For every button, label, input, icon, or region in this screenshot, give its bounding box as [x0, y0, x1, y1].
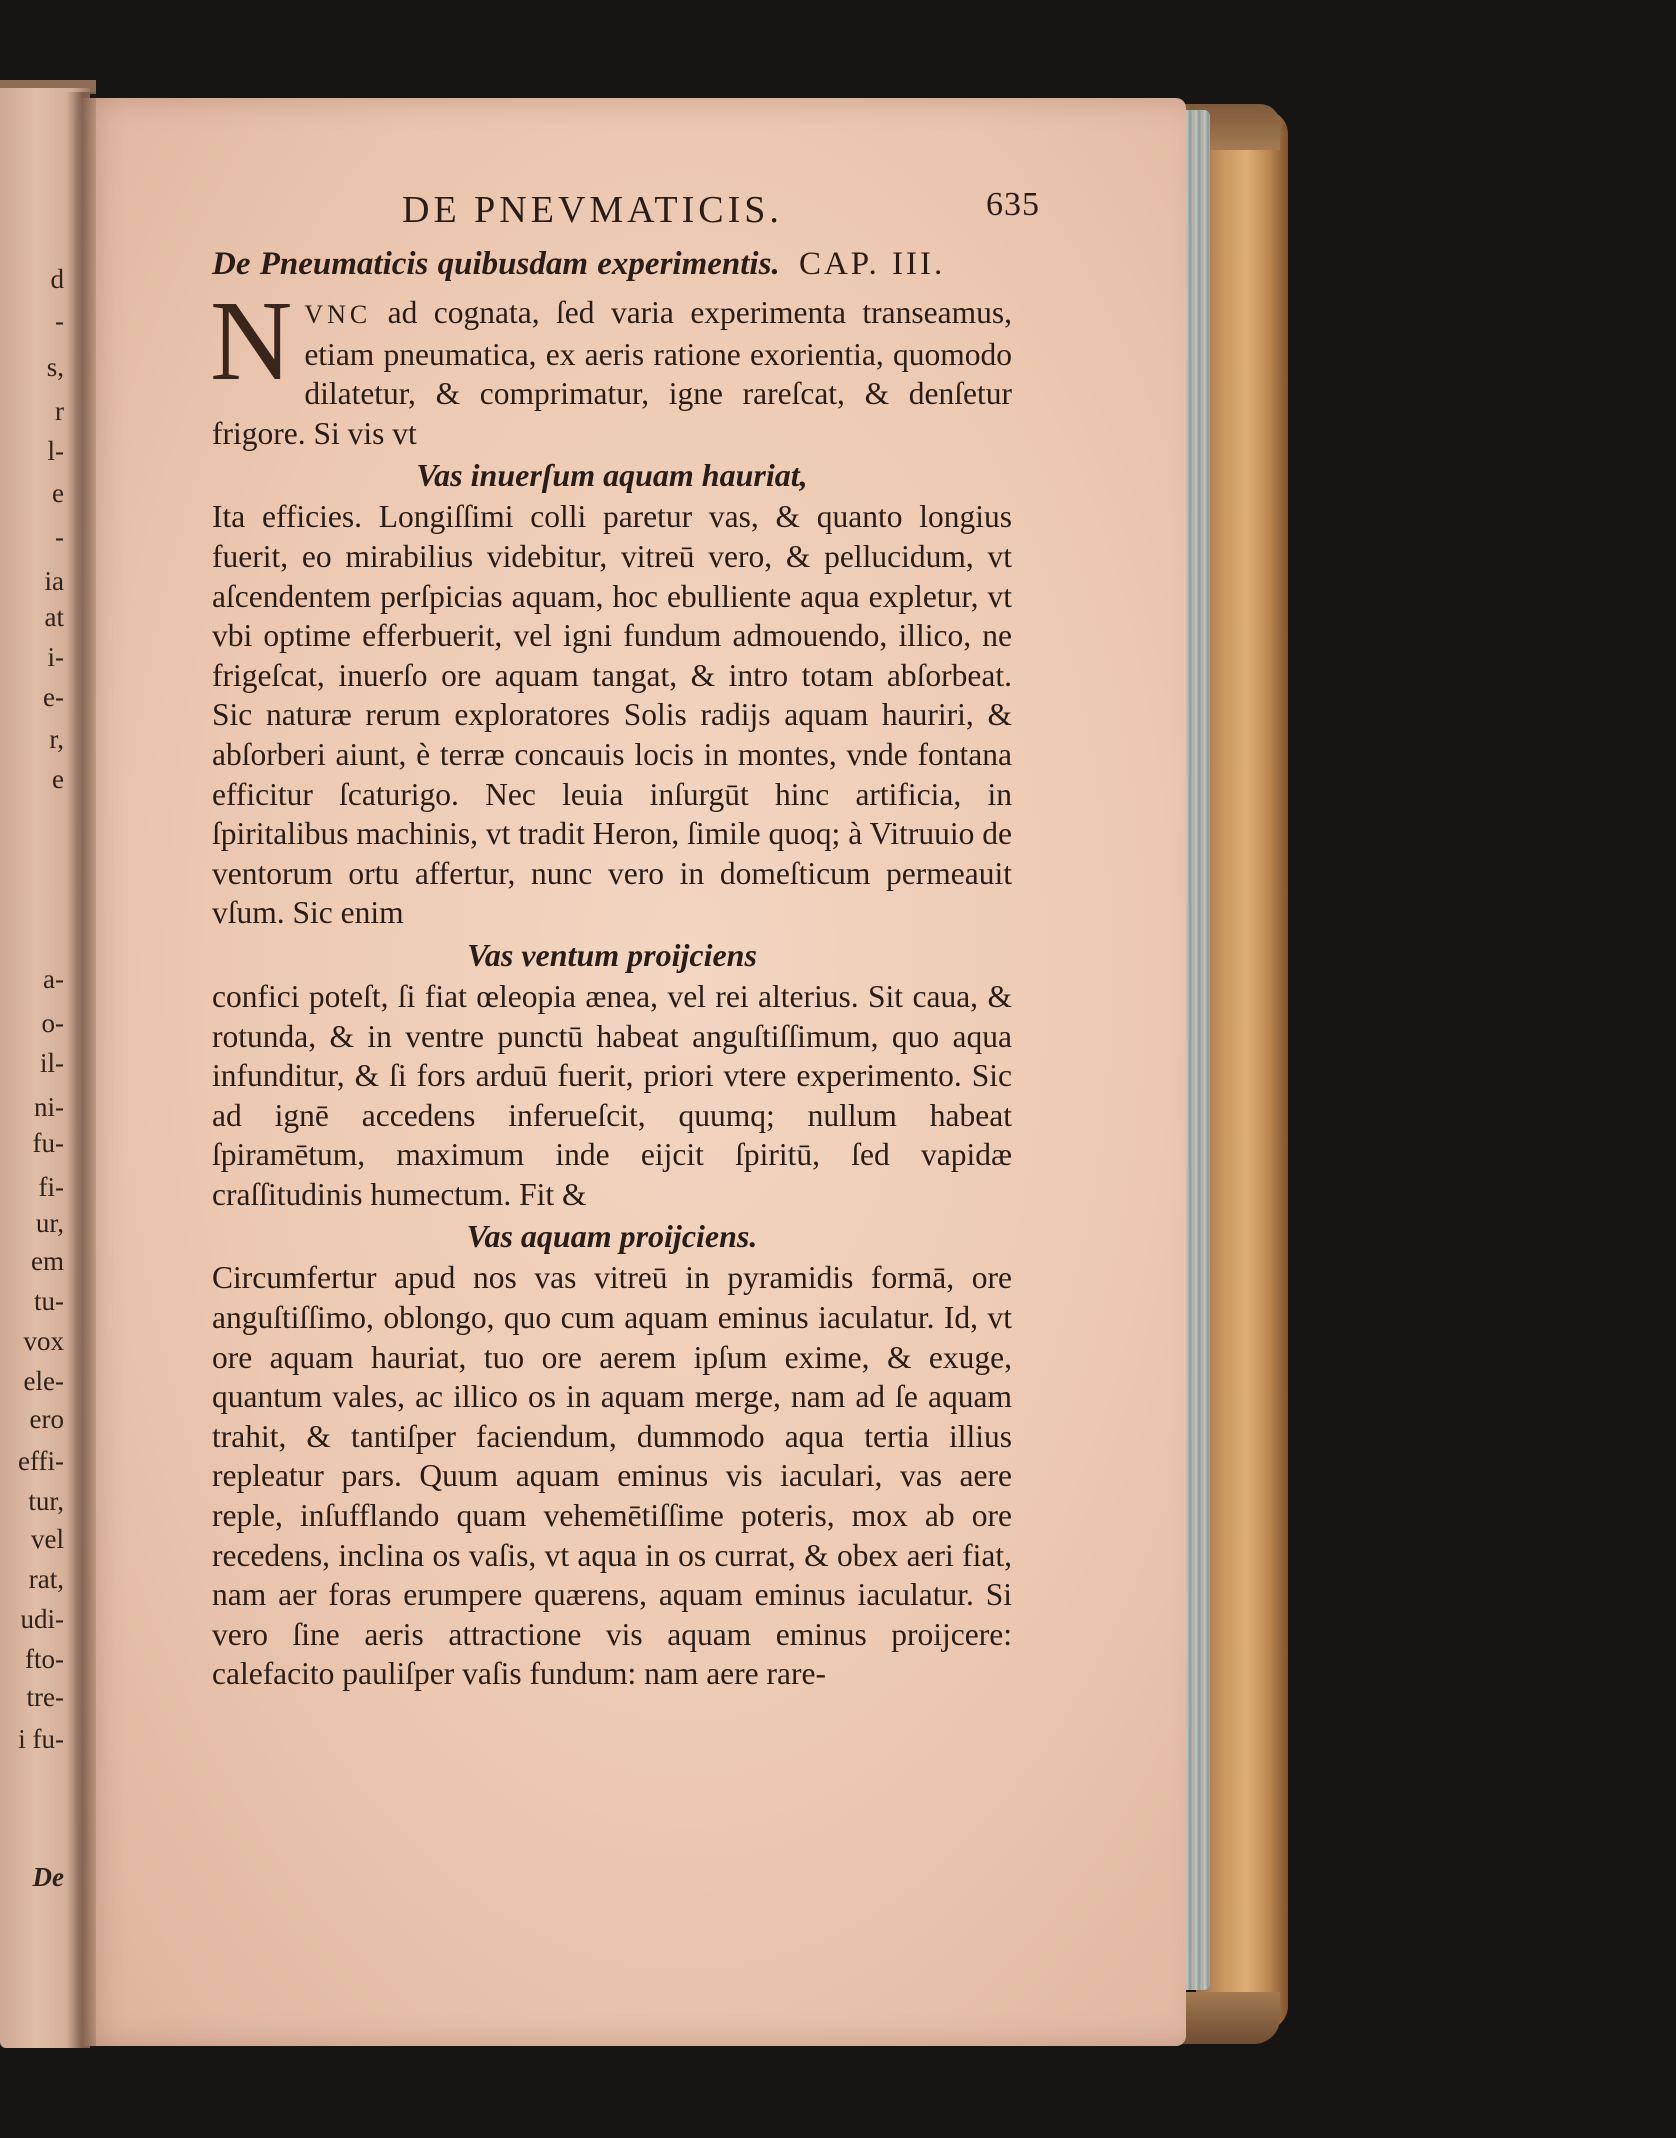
- paragraph-1: [210, 277, 1012, 453]
- paragraph-3: confici poteſt, ſi fiat œleopia ænea, vel rei alterius. Sit caua, & rotunda, & in ventre punctū habeat anguſtiſſimum, quo aqua infunditur, & ſi fors arduū fuerit, priori vtere experimento. Sic ad ignē accedens inferueſcit, quumq; nullum habeat ſpiramētum, maximum inde eijcit ſpiritū, ſed vapidæ craſſitudinis humectum. Fit &: [212, 978, 1012, 1212]
- left-page-fragment: at: [44, 602, 64, 632]
- left-page-fragment: tu-: [34, 1286, 64, 1316]
- left-page-fragment: e: [52, 478, 64, 508]
- left-page-fragment: De: [32, 1862, 64, 1892]
- left-page-fragment: -: [55, 306, 64, 336]
- left-page-fragment: il-: [40, 1048, 64, 1078]
- left-page-fragment: fi-: [38, 1172, 64, 1202]
- subheading-1: Vas inuerſum aquam hauriat,: [416, 457, 808, 494]
- left-page-text: [0, 240, 64, 1960]
- left-page-fragment: i-: [47, 642, 64, 672]
- left-page-fragment: ur,: [35, 1208, 64, 1238]
- chapter-number: CAP. III.: [798, 246, 946, 282]
- left-page-fragment: i fu-: [18, 1724, 64, 1754]
- left-page-fragment: effi-: [18, 1446, 64, 1476]
- page-number: 635: [986, 186, 1040, 223]
- chapter-heading: [212, 246, 1012, 283]
- left-page-fragment: d: [50, 264, 64, 294]
- page-content: [210, 186, 1040, 1694]
- left-page-fragment: ele-: [23, 1366, 64, 1396]
- left-page-fragment: -: [55, 522, 64, 552]
- left-page-fragment: r,: [49, 724, 64, 754]
- paragraph-4: Circumfertur apud nos vas vitreū in pyramidis formā, ore anguſtiſſimo, oblongo, quo cum aquam eminus iaculatur. Id, vt ore aquam hauriat, tuo ore aerem ipſum exime, & exuge, quantum vales, ac illico os in aquam merge, nam ad ſe aquam trahit, & tantiſper faciendum, dummodo aqua tertia illius repleatur pars. Quum aquam eminus vis iaculari, vas aere reple, inſufflando quam vehemētiſſime poteris, mox ab ore recedens, inclina os vaſis, vt aqua in os currat, & obex aeri fiat, nam aer foras erumpere quærens, aquam eminus iaculatur. Si vero ſine aeris attractione vis aquam eminus proijcere: calefacito pauliſper vaſis fundum: nam aere rare-: [212, 1260, 1012, 1692]
- body-text: [210, 277, 1012, 1694]
- left-page-fragment: a-: [43, 964, 64, 994]
- left-page-fragment: tre-: [26, 1682, 64, 1712]
- left-page-fragment: fu-: [32, 1128, 64, 1158]
- left-page-fragment: ero: [29, 1404, 64, 1434]
- paragraph-2: Ita efficies. Longiſſimi colli paretur vas, & quanto longius fuerit, eo mirabilius videbitur, vitreū vero, & pellucidum, vt aſcendentem perſpicias aquam, hoc ebulliente aqua expletur, vt vbi optime efferbuerit, vel igni fundum admouendo, illico, ne frigeſcat, inuerſo ore aquam tangat, & intro totam abſorbeat. Sic naturæ rerum exploratores Solis radijs aquam hauriri, & abſorberi aiunt, è terræ concauis locis in montes, vnde fontana efficitur ſcaturigo. Nec leuia inſurgūt hinc artificia, in ſpiritalibus machinis, vt tradit Heron, ſimile quoq; à Vitruuio de ventorum ortu affertur, nunc vero in domeſticum permeauit vſum. Sic enim: [212, 499, 1012, 931]
- book-gutter: [66, 92, 96, 2048]
- paragraph-1-lead: VNC: [304, 300, 372, 329]
- chapter-title: De Pneumaticis quibusdam experimentis.: [212, 246, 780, 282]
- page-header: [212, 186, 1040, 238]
- left-page-fragment: ia: [44, 566, 64, 596]
- left-page-fragment: vox: [23, 1326, 64, 1356]
- left-page-fragment: vel: [31, 1524, 64, 1554]
- left-page-fragment: tur,: [28, 1486, 64, 1516]
- drop-cap: N: [210, 277, 293, 404]
- left-page-fragment: e-: [43, 682, 64, 712]
- left-page-fragment: fto-: [25, 1644, 64, 1674]
- left-page-fragment: s,: [46, 352, 64, 382]
- left-page-fragment: o-: [41, 1008, 64, 1038]
- running-title: DE PNEVMATICIS.: [402, 189, 783, 231]
- left-page-fragment: em: [31, 1246, 64, 1276]
- left-page-fragment: l-: [47, 436, 64, 466]
- left-page-fragment: e: [52, 764, 64, 794]
- left-page-fragment: rat,: [28, 1564, 64, 1594]
- subheading-3: Vas aquam proijciens.: [466, 1218, 758, 1255]
- left-page-fragment: udi-: [20, 1604, 64, 1634]
- left-page-fragment: ni-: [34, 1092, 64, 1122]
- paragraph-1-text: ad cognata, ſed varia experimenta transeamus, etiam pneumatica, ex aeris ratione exorientia, quomodo dilatetur, & comprimatur, igne rareſcat, & denſetur frigore. Si vis vt: [212, 295, 1012, 451]
- subheading-2: Vas ventum proijciens: [467, 936, 757, 973]
- left-page-fragment: r: [55, 396, 64, 426]
